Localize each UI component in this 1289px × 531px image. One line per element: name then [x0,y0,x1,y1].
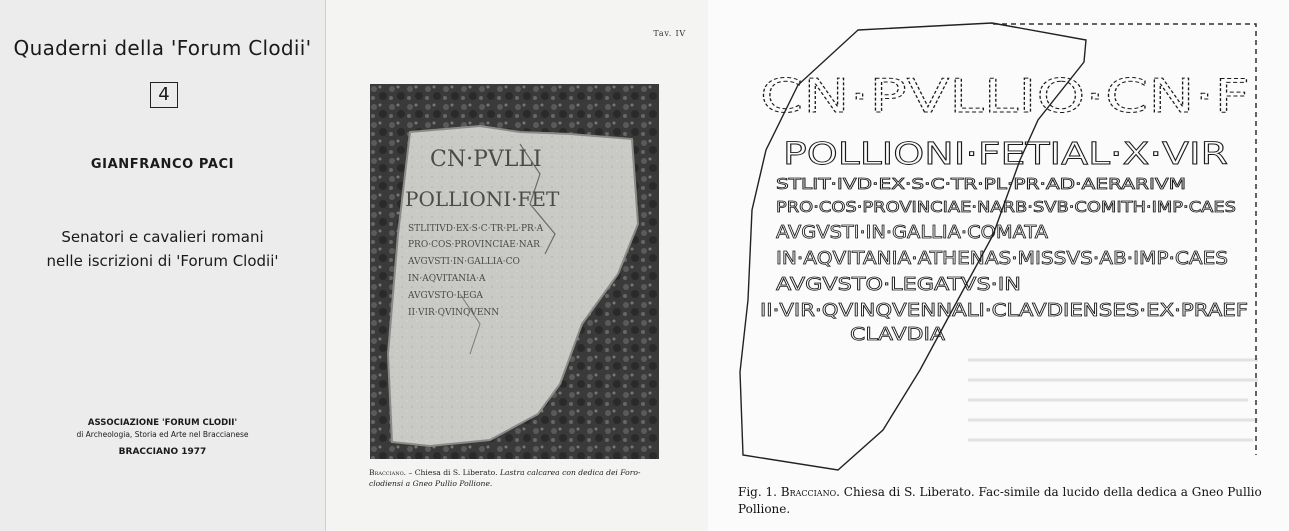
photo-line-5: AVGVSTI·IN·GALLIA·CO [408,257,520,267]
facsimile-drawing [708,0,1289,480]
figure-label: Fig. 1. [738,485,777,499]
facsimile-line-5: AVGVSTI·IN·GALLIA·COMATA [776,222,1049,243]
publisher-subtitle: di Archeologia, Storia ed Arte nel Braccianese [76,430,249,439]
photo-line-4: PRO·COS·PROVINCIAE·NAR [408,240,540,250]
author-name: GIANFRANCO PACI [90,157,235,172]
photo-line-7: AVGVSTO·LEGA [408,291,483,301]
figure-caption-place: Bracciano. [780,485,840,499]
plate-caption-text: – Chiesa di S. Liberato. [408,468,498,477]
inscription-photo [370,84,659,459]
facsimile-line-7: AVGVSTO·LEGATVS·IN [776,274,1021,295]
facsimile-line-3: STLIT·IVD·EX·S·C·TR·PL·PR·AD·AERARIVM [776,175,1186,193]
facsimile-line-9: CLAVDIA [850,324,946,345]
facsimile-line-4: PRO·COS·PROVINCIAE·NARB·SVB·COMITH·IMP·CAES [776,198,1236,216]
figure-caption-text: Chiesa di S. Liberato. Fac-simile da lucido della dedica a Gneo Pullio Pollione. [738,485,1262,516]
facsimile-page [708,0,1289,531]
plate-caption [369,467,669,489]
facsimile-line-2: POLLIONI·FETIAL·X·VIR [783,137,1228,172]
plate-number: Tav. IV [653,29,686,38]
issue-number-box: 4 [150,82,178,108]
book-title-line-2: nelle iscrizioni di 'Forum Clodii' [46,252,279,270]
facsimile-line-8: II·VIR·QVINQVENNALI·CLAVDIENSES·EX·PRAEF [760,300,1248,321]
inscription-photo-image [370,84,659,459]
photo-line-2: POLLIONI·FET [405,187,560,211]
photo-line-1: CN·PVLLI [430,147,542,172]
photo-line-3: STLITIVD·EX·S·C·TR·PL·PR·A [408,224,544,234]
plate-caption-italic: Lastra calcarea con dedica dei Foro-clodiensi a Gneo Pullio Pollione. [369,468,641,488]
book-title-line-1: Senatori e cavalieri romani [61,228,264,246]
figure-caption [738,484,1278,518]
publisher-name: ASSOCIAZIONE 'FORUM CLODII' [87,418,238,428]
series-title: Quaderni della 'Forum Clodii' [13,36,312,60]
photo-plate-page [325,0,708,531]
facsimile-inscription [760,69,1250,345]
plate-caption-place: Bracciano. [369,468,407,477]
book-cover [0,0,325,531]
facsimile-line-1: CN·PVLLIO·CN·F [760,69,1250,123]
photo-line-8: II·VIR·QVINQVENN [408,308,500,318]
publisher-block [0,418,325,440]
place-year: BRACCIANO 1977 [118,447,207,457]
facsimile-line-6: IN·AQVITANIA·ATHENAS·MISSVS·AB·IMP·CAES [776,248,1228,269]
book-title [0,225,325,273]
photo-line-6: IN·AQVITANIA·A [408,274,486,284]
